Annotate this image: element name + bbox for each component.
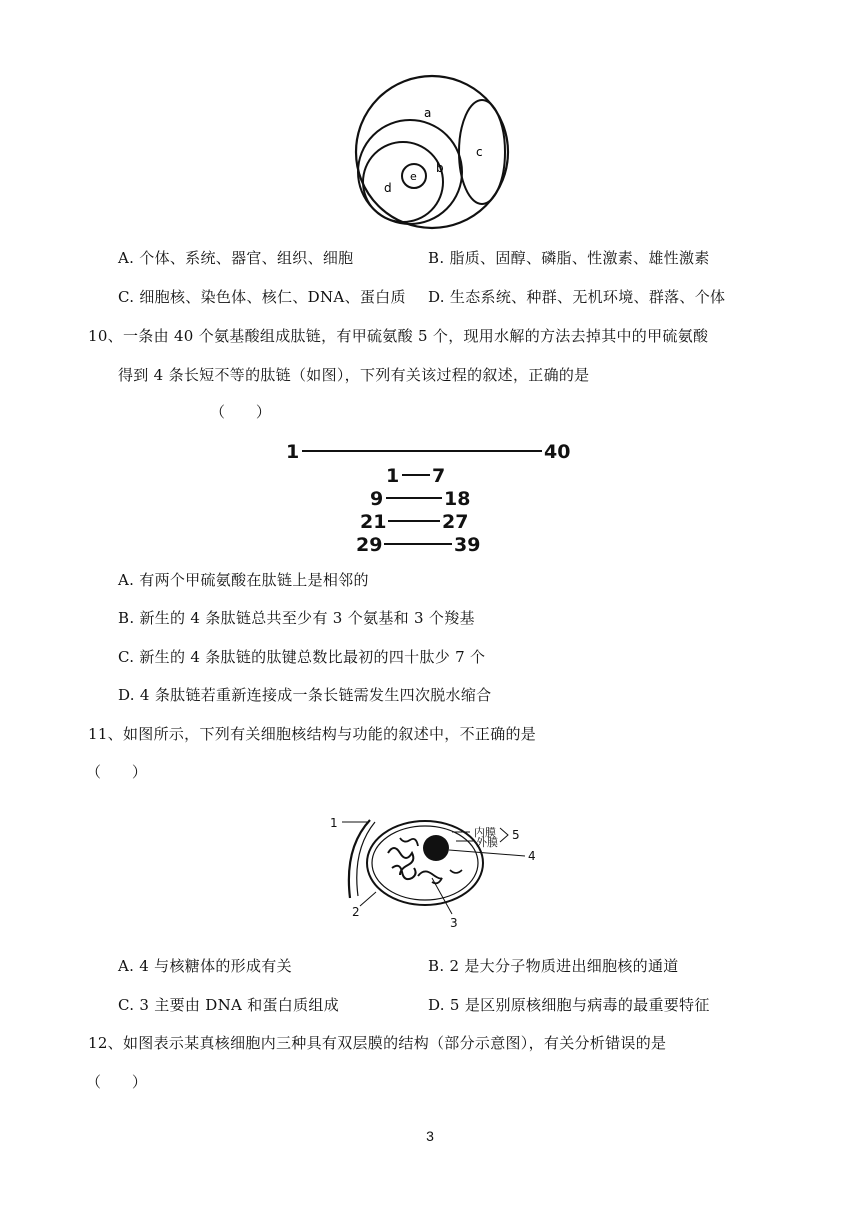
nucleus-label-3: 3 [450,916,458,930]
q12-stem: 12、如图表示某真核细胞内三种具有双层膜的结构（部分示意图），有关分析错误的是 [88,1034,667,1052]
q9-option-a: A. 个体、系统、器官、组织、细胞 [118,249,354,267]
nucleus-label-4: 4 [528,849,536,863]
q11-option-b: B. 2 是大分子物质进出细胞核的通道 [428,957,679,975]
q11-answer-bracket: （ ） [86,763,148,781]
q10-peptide-chain-figure [280,436,580,556]
q10-option-c: C. 新生的 4 条肽链的肽键总数比最初的四十肽少 7 个 [118,648,486,666]
frag3-start: 21 [360,511,387,533]
q9-option-c: C. 细胞核、染色体、核仁、DNA、蛋白质 [118,288,406,306]
frag1-start: 1 [386,465,400,487]
q11-option-c: C. 3 主要由 DNA 和蛋白质组成 [118,996,340,1014]
frag2-start: 9 [370,488,384,510]
label-a: a [424,106,432,120]
nucleus-label-1: 1 [330,816,338,830]
nucleus-label-5: 5 [512,828,520,842]
outer-membrane-label: 外膜 [476,836,498,849]
inner-membrane-label: 内膜 [474,826,496,839]
label-d: d [384,181,392,195]
q11-option-d: D. 5 是区别原核细胞与病毒的最重要特征 [428,996,710,1014]
q10-option-a: A. 有两个甲硫氨酸在肽链上是相邻的 [118,571,369,589]
label-c: c [476,145,483,159]
q9-option-b: B. 脂质、固醇、磷脂、性激素、雄性激素 [428,249,710,267]
q10-stem-line2: 得到 4 条长短不等的肽链（如图），下列有关该过程的叙述，正确的是 [118,366,590,384]
label-b: b [436,161,444,175]
frag3-end: 27 [442,511,469,533]
q9-nested-circles-figure [352,72,512,232]
frag1-end: 7 [432,465,446,487]
q11-cell-nucleus-figure [320,808,560,933]
q10-option-d: D. 4 条肽链若重新连接成一条长链需发生四次脱水缩合 [118,686,492,704]
label-e: e [410,170,417,183]
q11-option-a: A. 4 与核糖体的形成有关 [118,957,292,975]
page-number: 3 [426,1128,434,1144]
chain-end-label: 40 [544,441,571,463]
q10-option-b: B. 新生的 4 条肽链总共至少有 3 个氨基和 3 个羧基 [118,609,475,627]
q11-stem: 11、如图所示，下列有关细胞核结构与功能的叙述中，不正确的是 [88,725,537,743]
nucleus-label-2: 2 [352,905,360,919]
q10-stem-line1: 10、一条由 40 个氨基酸组成肽链，有甲硫氨酸 5 个，现用水解的方法去掉其中的甲硫氨酸 [88,327,709,345]
chain-start-label: 1 [286,441,300,463]
q12-answer-bracket: （ ） [86,1073,148,1091]
frag4-start: 29 [356,534,383,556]
q10-answer-bracket: （ ） [210,403,272,421]
frag4-end: 39 [454,534,481,556]
frag2-end: 18 [444,488,471,510]
q9-option-d: D. 生态系统、种群、无机环境、群落、个体 [428,288,726,306]
